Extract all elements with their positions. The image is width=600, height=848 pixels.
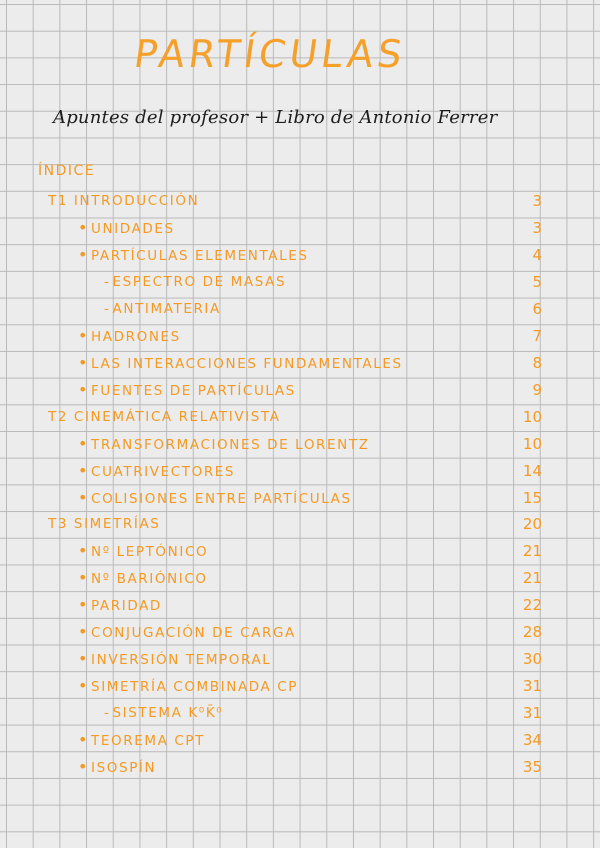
- toc-entry: [78, 486, 352, 510]
- toc-label: FUENTES DE PARTÍCULAS: [91, 383, 296, 399]
- toc-label: ESPECTRO DE MASAS: [112, 274, 287, 290]
- dash-icon: -: [104, 705, 111, 721]
- toc-label: CONJUGACIÓN DE CARGA: [91, 625, 296, 641]
- toc-entry: [78, 755, 156, 779]
- toc-label: SISTEMA K⁰K̄⁰: [112, 705, 224, 721]
- toc-subentry: [104, 297, 221, 321]
- bullet-icon: •: [78, 676, 90, 695]
- toc-entry: [78, 539, 208, 563]
- bullet-icon: •: [78, 622, 90, 641]
- bullet-icon: •: [78, 541, 90, 560]
- toc-page: 6: [532, 300, 542, 318]
- toc-page: 5: [532, 273, 542, 291]
- toc-label: Nº BARIÓNICO: [91, 571, 208, 587]
- toc-page: 9: [532, 381, 542, 399]
- toc-entry: [78, 459, 235, 483]
- toc-label: T1 INTRODUCCIÓN: [48, 193, 200, 209]
- toc-label: TRANSFORMACIONES DE LORENTZ: [91, 437, 370, 453]
- toc-label: TEOREMA CPT: [91, 733, 205, 749]
- toc-label: UNIDADES: [91, 221, 175, 237]
- toc-entry: [78, 216, 175, 240]
- toc-entry: [78, 647, 271, 671]
- toc-page: 7: [532, 327, 542, 345]
- toc-entry: [78, 593, 162, 617]
- toc-entry: [78, 351, 403, 375]
- toc-page: 4: [532, 246, 542, 264]
- bullet-icon: •: [78, 326, 90, 345]
- toc-label: LAS INTERACCIONES FUNDAMENTALES: [91, 356, 403, 372]
- toc-subentry: [104, 701, 223, 725]
- toc-entry: [78, 324, 181, 348]
- toc-page: 14: [522, 462, 542, 480]
- toc-label: T2 CINEMÁTICA RELATIVISTA: [48, 409, 281, 425]
- toc-entry-t2: [48, 405, 281, 429]
- toc-entry: [78, 620, 296, 644]
- toc-page: 35: [522, 758, 542, 776]
- bullet-icon: •: [78, 488, 90, 507]
- toc-subentry: [104, 270, 286, 294]
- bullet-icon: •: [78, 568, 90, 587]
- toc-page: 28: [522, 623, 542, 641]
- toc-entry: [78, 243, 309, 267]
- toc-page: 10: [522, 435, 542, 453]
- bullet-icon: •: [78, 245, 90, 264]
- dash-icon: -: [104, 274, 111, 290]
- toc-page: 8: [532, 354, 542, 372]
- toc-page: 3: [532, 219, 542, 237]
- toc-page: 22: [522, 596, 542, 614]
- subtitle: Apuntes del profesor + Libro de Antonio Ferrer: [53, 107, 498, 128]
- page-title: PARTÍCULAS: [131, 32, 409, 76]
- toc-label: ISOSPÍN: [91, 760, 157, 776]
- toc-entry: [78, 674, 298, 698]
- toc-label: PARIDAD: [91, 598, 162, 614]
- toc-page: 21: [522, 569, 542, 587]
- bullet-icon: •: [78, 434, 90, 453]
- toc-page: 10: [522, 408, 542, 426]
- toc-entry: [78, 378, 296, 402]
- toc-label: Nº LEPTÓNICO: [91, 544, 209, 560]
- toc-label: ANTIMATERIA: [112, 301, 221, 317]
- dash-icon: -: [104, 301, 111, 317]
- toc-label: INVERSIÓN TEMPORAL: [91, 652, 272, 668]
- toc-page: 30: [522, 650, 542, 668]
- toc-page: 15: [522, 489, 542, 507]
- bullet-icon: •: [78, 380, 90, 399]
- toc-label: CUATRIVECTORES: [91, 464, 236, 480]
- toc-page: 31: [522, 704, 542, 722]
- bullet-icon: •: [78, 757, 90, 776]
- bullet-icon: •: [78, 353, 90, 372]
- bullet-icon: •: [78, 218, 90, 237]
- bullet-icon: •: [78, 595, 90, 614]
- toc-entry-t1: [48, 189, 199, 213]
- toc-label: SIMETRÍA COMBINADA CP: [91, 679, 299, 695]
- toc-entry: [78, 432, 370, 456]
- toc-label: COLISIONES ENTRE PARTÍCULAS: [91, 491, 352, 507]
- toc-page: 34: [522, 731, 542, 749]
- toc-page: 20: [522, 515, 542, 533]
- bullet-icon: •: [78, 649, 90, 668]
- index-heading: ÍNDICE: [38, 163, 96, 179]
- bullet-icon: •: [78, 730, 90, 749]
- toc-entry-t3: [48, 512, 160, 536]
- toc-page: 31: [522, 677, 542, 695]
- toc-label: HADRONES: [91, 329, 181, 345]
- toc-label: T3 SIMETRÍAS: [48, 516, 161, 532]
- toc-page: 21: [522, 542, 542, 560]
- toc-page: 3: [532, 192, 542, 210]
- toc-label: PARTÍCULAS ELEMENTALES: [91, 248, 309, 264]
- toc-entry: [78, 728, 205, 752]
- toc-entry: [78, 566, 208, 590]
- bullet-icon: •: [78, 461, 90, 480]
